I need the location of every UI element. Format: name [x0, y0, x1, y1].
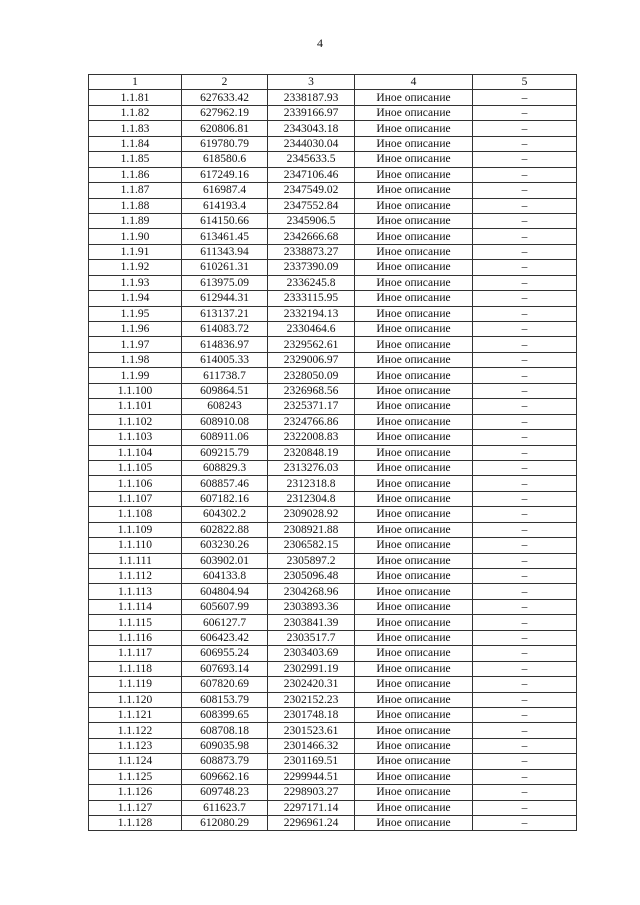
table-cell: 2298903.27	[268, 785, 355, 800]
column-header: 5	[473, 75, 577, 90]
table-cell: 614083.72	[182, 322, 268, 337]
table-cell: Иное описание	[355, 599, 473, 614]
table-cell: 609035.98	[182, 738, 268, 753]
table-cell: 607693.14	[182, 661, 268, 676]
table-cell: –	[473, 707, 577, 722]
table-cell: –	[473, 399, 577, 414]
table-cell: 607820.69	[182, 677, 268, 692]
table-cell: Иное описание	[355, 213, 473, 228]
table-cell: 609662.16	[182, 769, 268, 784]
table-cell: 609864.51	[182, 383, 268, 398]
table-cell: 1.1.105	[89, 460, 182, 475]
table-cell: –	[473, 800, 577, 815]
table-cell: Иное описание	[355, 322, 473, 337]
table-row	[89, 754, 577, 769]
table-cell: Иное описание	[355, 260, 473, 275]
table-cell: 2345633.5	[268, 152, 355, 167]
table-cell: –	[473, 507, 577, 522]
table-row	[89, 244, 577, 259]
table-cell: 1.1.106	[89, 476, 182, 491]
table-cell: 1.1.102	[89, 414, 182, 429]
table-cell: Иное описание	[355, 460, 473, 475]
table-row	[89, 399, 577, 414]
table-cell: Иное описание	[355, 306, 473, 321]
table-row	[89, 584, 577, 599]
table-cell: 2326968.56	[268, 383, 355, 398]
table-cell: –	[473, 260, 577, 275]
table-cell: Иное описание	[355, 229, 473, 244]
table-cell: –	[473, 368, 577, 383]
table-cell: 2302420.31	[268, 677, 355, 692]
table-cell: 1.1.86	[89, 167, 182, 182]
table-row	[89, 183, 577, 198]
table-cell: 612080.29	[182, 816, 268, 831]
table-cell: 2301748.18	[268, 707, 355, 722]
table-cell: Иное описание	[355, 553, 473, 568]
table-row	[89, 800, 577, 815]
table-body	[89, 90, 577, 831]
table-cell: –	[473, 553, 577, 568]
table-cell: 2336245.8	[268, 275, 355, 290]
table-cell: Иное описание	[355, 785, 473, 800]
table-cell: 603230.26	[182, 538, 268, 553]
table-cell: 614836.97	[182, 337, 268, 352]
table-row	[89, 383, 577, 398]
column-header: 3	[268, 75, 355, 90]
table-cell: 627633.42	[182, 90, 268, 105]
table-cell: 620806.81	[182, 121, 268, 136]
table-cell: 617249.16	[182, 167, 268, 182]
table-cell: 2303517.7	[268, 630, 355, 645]
table-cell: 611738.7	[182, 368, 268, 383]
table-cell: 2347106.46	[268, 167, 355, 182]
table-row	[89, 769, 577, 784]
table-cell: 1.1.117	[89, 646, 182, 661]
table-cell: 619780.79	[182, 136, 268, 151]
table-cell: 627962.19	[182, 105, 268, 120]
table-cell: Иное описание	[355, 522, 473, 537]
table-cell: –	[473, 816, 577, 831]
table-cell: –	[473, 569, 577, 584]
table-cell: 1.1.127	[89, 800, 182, 815]
table-cell: Иное описание	[355, 90, 473, 105]
table-cell: 1.1.100	[89, 383, 182, 398]
table-cell: 2305096.48	[268, 569, 355, 584]
table-cell: Иное описание	[355, 584, 473, 599]
table-cell: 2333115.95	[268, 291, 355, 306]
table-cell: 1.1.103	[89, 430, 182, 445]
table-cell: Иное описание	[355, 816, 473, 831]
table-cell: 1.1.121	[89, 707, 182, 722]
table-cell: 608399.65	[182, 707, 268, 722]
table-cell: Иное описание	[355, 738, 473, 753]
table-cell: 2342666.68	[268, 229, 355, 244]
table-cell: 1.1.87	[89, 183, 182, 198]
table-cell: 2308921.88	[268, 522, 355, 537]
table-cell: –	[473, 522, 577, 537]
table-row	[89, 90, 577, 105]
table-cell: 604302.2	[182, 507, 268, 522]
table-cell: 608243	[182, 399, 268, 414]
table-row	[89, 692, 577, 707]
table-cell: 1.1.83	[89, 121, 182, 136]
table-cell: Иное описание	[355, 476, 473, 491]
table-cell: –	[473, 692, 577, 707]
table-cell: –	[473, 167, 577, 182]
table-cell: Иное описание	[355, 630, 473, 645]
table-cell: –	[473, 383, 577, 398]
table-row	[89, 599, 577, 614]
table-cell: 2309028.92	[268, 507, 355, 522]
table-cell: Иное описание	[355, 152, 473, 167]
table-cell: 604133.8	[182, 569, 268, 584]
table-row	[89, 136, 577, 151]
table-row	[89, 306, 577, 321]
table-cell: 1.1.114	[89, 599, 182, 614]
column-header: 2	[182, 75, 268, 90]
table-cell: 2332194.13	[268, 306, 355, 321]
table-cell: Иное описание	[355, 244, 473, 259]
table-cell: 1.1.110	[89, 538, 182, 553]
table-row	[89, 213, 577, 228]
table-cell: 2305897.2	[268, 553, 355, 568]
table-cell: 614150.66	[182, 213, 268, 228]
table-cell: 608857.46	[182, 476, 268, 491]
table-cell: 2312318.8	[268, 476, 355, 491]
table-cell: 2329006.97	[268, 352, 355, 367]
table-cell: –	[473, 615, 577, 630]
table-cell: 1.1.112	[89, 569, 182, 584]
table-cell: –	[473, 584, 577, 599]
table-cell: 608911.06	[182, 430, 268, 445]
table-cell: Иное описание	[355, 105, 473, 120]
table-cell: 2322008.83	[268, 430, 355, 445]
table-cell: 2303893.36	[268, 599, 355, 614]
table-cell: –	[473, 599, 577, 614]
table-row	[89, 507, 577, 522]
table-cell: Иное описание	[355, 399, 473, 414]
table-row	[89, 198, 577, 213]
table-cell: 2313276.03	[268, 460, 355, 475]
table-cell: 612944.31	[182, 291, 268, 306]
table-cell: 1.1.94	[89, 291, 182, 306]
table-cell: 613461.45	[182, 229, 268, 244]
table-cell: 2343043.18	[268, 121, 355, 136]
table-cell: 2337390.09	[268, 260, 355, 275]
table-cell: –	[473, 476, 577, 491]
table-row	[89, 275, 577, 290]
table-cell: –	[473, 90, 577, 105]
table-cell: 613975.09	[182, 275, 268, 290]
table-cell: 2339166.97	[268, 105, 355, 120]
table-cell: 2301169.51	[268, 754, 355, 769]
table-cell: 1.1.120	[89, 692, 182, 707]
table-cell: 1.1.122	[89, 723, 182, 738]
table-cell: –	[473, 738, 577, 753]
table-cell: –	[473, 677, 577, 692]
table-cell: –	[473, 445, 577, 460]
table-cell: 607182.16	[182, 491, 268, 506]
table-cell: 1.1.81	[89, 90, 182, 105]
table-cell: –	[473, 430, 577, 445]
table-cell: –	[473, 337, 577, 352]
table-cell: 608153.79	[182, 692, 268, 707]
table-row	[89, 105, 577, 120]
table-cell: 1.1.125	[89, 769, 182, 784]
table-cell: –	[473, 646, 577, 661]
table-row	[89, 476, 577, 491]
table-header-row	[89, 75, 577, 90]
table-cell: 1.1.93	[89, 275, 182, 290]
page-number: 4	[317, 36, 323, 50]
table-cell: 2304268.96	[268, 584, 355, 599]
table-row	[89, 414, 577, 429]
table-cell: Иное описание	[355, 183, 473, 198]
table-cell: –	[473, 183, 577, 198]
table-row	[89, 738, 577, 753]
table-cell: –	[473, 105, 577, 120]
table-cell: Иное описание	[355, 198, 473, 213]
table-cell: Иное описание	[355, 507, 473, 522]
table-cell: 2301466.32	[268, 738, 355, 753]
table-cell: –	[473, 723, 577, 738]
table-cell: Иное описание	[355, 414, 473, 429]
table-cell: Иное описание	[355, 769, 473, 784]
table-cell: 604804.94	[182, 584, 268, 599]
table-row	[89, 291, 577, 306]
table-cell: 2347552.84	[268, 198, 355, 213]
table-cell: Иное описание	[355, 707, 473, 722]
table-cell: 2320848.19	[268, 445, 355, 460]
table-row	[89, 430, 577, 445]
table-cell: 2301523.61	[268, 723, 355, 738]
table-cell: Иное описание	[355, 352, 473, 367]
table-row	[89, 522, 577, 537]
table-cell: Иное описание	[355, 167, 473, 182]
table-cell: 1.1.116	[89, 630, 182, 645]
table-cell: 611343.94	[182, 244, 268, 259]
table-cell: 2324766.86	[268, 414, 355, 429]
table-cell: 2303841.39	[268, 615, 355, 630]
table-row	[89, 677, 577, 692]
table-cell: 611623.7	[182, 800, 268, 815]
table-cell: –	[473, 769, 577, 784]
table-cell: 1.1.84	[89, 136, 182, 151]
table-row	[89, 260, 577, 275]
table-cell: 1.1.126	[89, 785, 182, 800]
table-row	[89, 167, 577, 182]
table-cell: 2297171.14	[268, 800, 355, 815]
table-cell: –	[473, 630, 577, 645]
column-header: 1	[89, 75, 182, 90]
column-header: 4	[355, 75, 473, 90]
table-cell: 2302991.19	[268, 661, 355, 676]
table-row	[89, 352, 577, 367]
table-cell: 1.1.91	[89, 244, 182, 259]
table-row	[89, 646, 577, 661]
table-cell: Иное описание	[355, 445, 473, 460]
table-cell: Иное описание	[355, 121, 473, 136]
table-cell: 2303403.69	[268, 646, 355, 661]
table-cell: 1.1.124	[89, 754, 182, 769]
table-cell: Иное описание	[355, 692, 473, 707]
table-cell: 608829.3	[182, 460, 268, 475]
table-row	[89, 121, 577, 136]
table-cell: 1.1.90	[89, 229, 182, 244]
table-cell: Иное описание	[355, 754, 473, 769]
table-cell: 1.1.88	[89, 198, 182, 213]
table-cell: 1.1.115	[89, 615, 182, 630]
table-cell: 606955.24	[182, 646, 268, 661]
table-cell: 1.1.104	[89, 445, 182, 460]
table-cell: –	[473, 152, 577, 167]
table-cell: 1.1.92	[89, 260, 182, 275]
coordinates-table	[88, 74, 577, 831]
table-cell: 1.1.119	[89, 677, 182, 692]
table-cell: Иное описание	[355, 723, 473, 738]
table-cell: Иное описание	[355, 569, 473, 584]
table-row	[89, 707, 577, 722]
table-row	[89, 491, 577, 506]
table-cell: 2344030.04	[268, 136, 355, 151]
table-cell: –	[473, 291, 577, 306]
table-cell: 613137.21	[182, 306, 268, 321]
table-cell: Иное описание	[355, 661, 473, 676]
table-cell: 2345906.5	[268, 213, 355, 228]
table-cell: –	[473, 121, 577, 136]
table-cell: 618580.6	[182, 152, 268, 167]
table-row	[89, 538, 577, 553]
table-cell: 2347549.02	[268, 183, 355, 198]
table-row	[89, 785, 577, 800]
table-cell: –	[473, 322, 577, 337]
table-cell: 1.1.128	[89, 816, 182, 831]
table-cell: 605607.99	[182, 599, 268, 614]
table-cell: Иное описание	[355, 646, 473, 661]
table-row	[89, 152, 577, 167]
table-cell: 1.1.99	[89, 368, 182, 383]
table-row	[89, 816, 577, 831]
table-cell: 614005.33	[182, 352, 268, 367]
table-row	[89, 229, 577, 244]
table-cell: 616987.4	[182, 183, 268, 198]
table-cell: 608910.08	[182, 414, 268, 429]
table-cell: 1.1.123	[89, 738, 182, 753]
table-cell: Иное описание	[355, 383, 473, 398]
table-row	[89, 460, 577, 475]
table-cell: –	[473, 275, 577, 290]
table-cell: Иное описание	[355, 368, 473, 383]
table-cell: –	[473, 352, 577, 367]
table-cell: –	[473, 244, 577, 259]
table-cell: Иное описание	[355, 430, 473, 445]
table-cell: –	[473, 198, 577, 213]
table-cell: 1.1.95	[89, 306, 182, 321]
table-cell: 2338187.93	[268, 90, 355, 105]
table-cell: –	[473, 136, 577, 151]
table-cell: Иное описание	[355, 337, 473, 352]
table-cell: 1.1.111	[89, 553, 182, 568]
table-cell: 614193.4	[182, 198, 268, 213]
table-cell: 1.1.109	[89, 522, 182, 537]
table-cell: Иное описание	[355, 491, 473, 506]
table-cell: –	[473, 306, 577, 321]
table-cell: –	[473, 661, 577, 676]
table-cell: 1.1.107	[89, 491, 182, 506]
table-cell: 608708.18	[182, 723, 268, 738]
table-cell: –	[473, 538, 577, 553]
table-cell: –	[473, 229, 577, 244]
table-cell: 609215.79	[182, 445, 268, 460]
table-cell: 2312304.8	[268, 491, 355, 506]
table-cell: –	[473, 460, 577, 475]
table-cell: –	[473, 491, 577, 506]
table-cell: 2302152.23	[268, 692, 355, 707]
table-cell: 2325371.17	[268, 399, 355, 414]
table-row	[89, 630, 577, 645]
table-cell: Иное описание	[355, 136, 473, 151]
table-cell: 606127.7	[182, 615, 268, 630]
table-cell: 1.1.101	[89, 399, 182, 414]
table-row	[89, 445, 577, 460]
table-cell: 606423.42	[182, 630, 268, 645]
table-cell: 610261.31	[182, 260, 268, 275]
table-cell: 2296961.24	[268, 816, 355, 831]
table-cell: –	[473, 785, 577, 800]
table-cell: 2306582.15	[268, 538, 355, 553]
table-cell: Иное описание	[355, 538, 473, 553]
table-cell: 1.1.85	[89, 152, 182, 167]
table-cell: 602822.88	[182, 522, 268, 537]
table-row	[89, 723, 577, 738]
table-cell: 2328050.09	[268, 368, 355, 383]
table-row	[89, 661, 577, 676]
table-cell: 603902.01	[182, 553, 268, 568]
table-cell: Иное описание	[355, 800, 473, 815]
table-cell: 1.1.82	[89, 105, 182, 120]
table-cell: 2330464.6	[268, 322, 355, 337]
table-cell: 1.1.89	[89, 213, 182, 228]
table-cell: –	[473, 213, 577, 228]
table-row	[89, 569, 577, 584]
table-cell: 608873.79	[182, 754, 268, 769]
table-cell: 609748.23	[182, 785, 268, 800]
table-cell: 1.1.108	[89, 507, 182, 522]
table-cell: 1.1.98	[89, 352, 182, 367]
table-cell: –	[473, 414, 577, 429]
table-cell: Иное описание	[355, 677, 473, 692]
table-row	[89, 368, 577, 383]
table-cell: –	[473, 754, 577, 769]
table-row	[89, 615, 577, 630]
table-cell: Иное описание	[355, 615, 473, 630]
table-cell: 1.1.96	[89, 322, 182, 337]
table-row	[89, 337, 577, 352]
table-cell: 1.1.97	[89, 337, 182, 352]
table-row	[89, 322, 577, 337]
table-cell: 2329562.61	[268, 337, 355, 352]
table-cell: Иное описание	[355, 275, 473, 290]
table-cell: 1.1.113	[89, 584, 182, 599]
table-row	[89, 553, 577, 568]
table-cell: 2338873.27	[268, 244, 355, 259]
table-cell: 2299944.51	[268, 769, 355, 784]
table-cell: Иное описание	[355, 291, 473, 306]
table-cell: 1.1.118	[89, 661, 182, 676]
